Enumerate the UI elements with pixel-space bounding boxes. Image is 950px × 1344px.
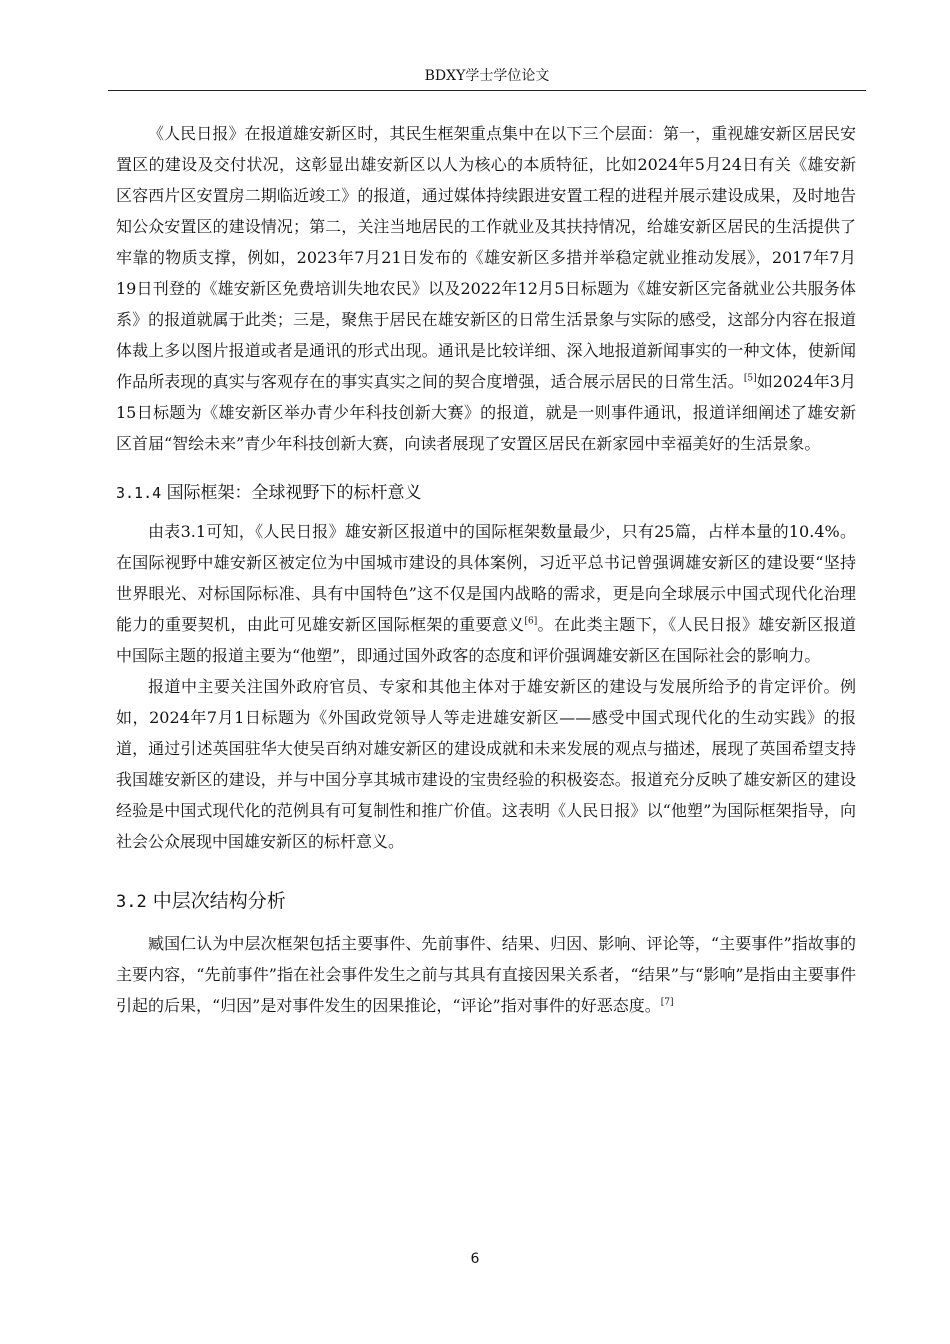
citation-ref[interactable]: [7] (660, 997, 674, 1008)
paragraph-text: 《人民日报》在报道雄安新区时，其民生框架重点集中在以下三个层面：第一，重视雄安新区居民安置区的建设及交付状况，这彰显出雄安新区以人为核心的本质特征，比如2024年5月24日有关《雄安新区容西片区安置房二期临近竣工》的报道，通过媒体持续跟进安置工程的进程并展示建设成果，及时地告知公众安置区的建设情况；第二，关注当地居民的工作就业及其扶持情况，给雄安新区居民的生活提供了牢靠的物质支撑，例如，2023年7月21日发布的《雄安新区多措并举稳定就业推动发展》，2017年7月19日刊登的《雄安新区免费培训失地农民》以及2022年12月5日标题为《雄安新区完备就业公共服务体系》的报道就属于此类；三是，聚焦于居民在雄安新区的日常生活景象与实际的感受，这部分内容在报道体裁上多以图片报道或者是通讯的形式出现。通讯是比较详细、深入地报道新闻事实的一种文体，使新闻作品所表现的真实与客观存在的事实真实之间的契合度增强，适合展示居民的日常生活。 (116, 124, 856, 391)
section-title: 中层次结构分析 (152, 890, 286, 912)
header-divider (108, 90, 866, 91)
paragraph-text: 报道中主要关注国外政府官员、专家和其他主体对于雄安新区的建设与发展所给予的肯定评价。例如，2024年7月1日标题为《外国政党领导人等走进雄安新区——感受中国式现代化的生动实践》的报道，通过引述英国驻华大使吴百纳对雄安新区的建设成就和未来发展的观点与描述，展现了英国希望支持我国雄安新区的建设，并与中国分享其城市建设的宝贵经验的积极姿态。报道充分反映了雄安新区的建设经验是中国式现代化的范例具有可复制性和推广价值。这表明《人民日报》以“他塑”为国际框架指导，向社会公众展现中国雄安新区的标杆意义。 (116, 677, 856, 851)
citation-ref[interactable]: [6] (524, 616, 538, 627)
paragraph-text: 由表3.1可知，《人民日报》雄安新区报道中的国际框架数量最少，只有25篇，占样本量的10.4%。在国际视野中雄安新区被定位为中国城市建设的具体案例，习近平总书记曾强调雄安新区的建设要“坚持世界眼光、对标国际标准、具有中国特色”这不仅是国内战略的需求，更是向全球展示中国式现代化治理能力的重要契机，由此可见雄安新区国际框架的重要意义 (116, 522, 856, 634)
section-heading-3-2 (116, 887, 856, 916)
paragraph-text: 。在此类主题下，《人民日报》雄安新区报道中国际主题的报道主要为“他塑”，即通过国外政客的态度和评价强调雄安新区在国际社会的影响力。 (116, 615, 856, 665)
section-heading-3-1-4 (116, 480, 856, 506)
paragraph-foreign-evaluation (116, 671, 856, 857)
paragraph-text: 如2024年3月15日标题为《雄安新区举办青少年科技创新大赛》的报道，就是一则事件通讯，报道详细阐述了雄安新区首届“智绘未来”青少年科技创新大赛，向读者展现了安置区居民在新家园中幸福美好的生活景象。 (116, 372, 856, 453)
paragraph-mid-level-frame (116, 928, 856, 1021)
section-number: 3.2 (116, 892, 147, 912)
page-body (116, 118, 856, 1021)
running-header: BDXY学士学位论文 (424, 68, 550, 84)
section-title: 国际框架：全球视野下的标杆意义 (166, 483, 422, 503)
section-number: 3.1.4 (116, 484, 162, 502)
paragraph-international-frame (116, 516, 856, 671)
citation-ref[interactable]: [5] (743, 373, 757, 384)
paragraph-text: 臧国仁认为中层次框架包括主要事件、先前事件、结果、归因、影响、评论等，“主要事件”指故事的主要内容，“先前事件”指在社会事件发生之前与其具有直接因果关系者，“结果”与“影响”是指由主要事件引起的后果，“归因”是对事件发生的因果推论，“评论”指对事件的好恶态度。 (116, 934, 856, 1015)
page-number: 6 (470, 1251, 480, 1267)
paragraph-livelihood-frame (116, 118, 856, 459)
